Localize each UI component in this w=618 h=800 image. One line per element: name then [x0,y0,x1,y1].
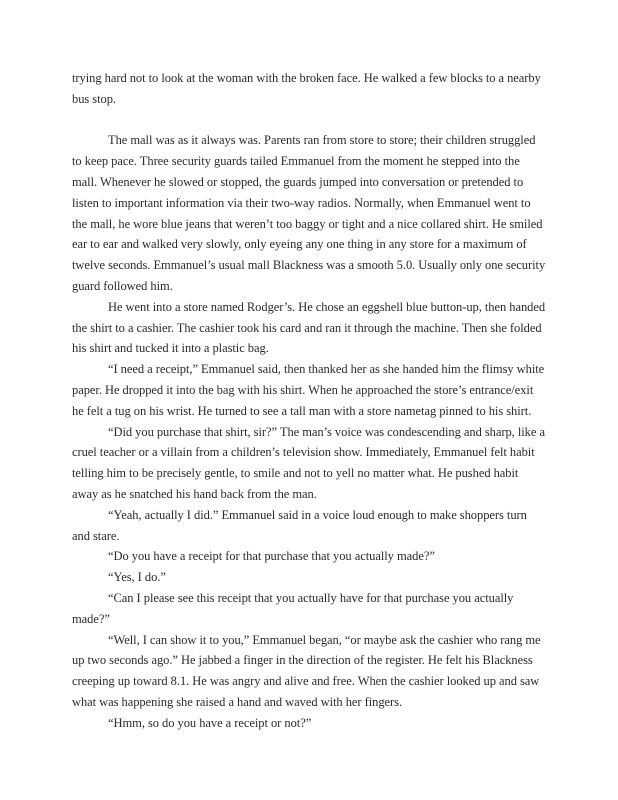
paragraph: He went into a store named Rodger’s. He chose an eggshell blue button-up, then handed the shirt to a cashier. The cashier took his card and ran it through the machine. Then she folded his shirt and tucked it into a plastic bag. [72,299,546,356]
paragraph: “Hmm, so do you have a receipt or not?” [108,715,312,730]
paragraph: “I need a receipt,” Emmanuel said, then thanked her as she handed him the flimsy white paper. He dropped it into the bag with his shirt. When he approached the store’s entrance/exit he felt a tug on his wrist. He turned to see a tall man with a store nametag pinned to his shirt. [72,362,545,418]
paragraph: “Yeah, actually I did.” Emmanuel said in a voice loud enough to make shoppers turn and stare. [72,507,527,543]
paragraph: The mall was as it always was. Parents ran from store to store; their children struggled to keep pace. Three security guards tailed Emmanuel from the moment he stepped into the mall. Whenever he slowed or stopped, the guards jumped into conversation or pretended to listen to important information via their two-way radios. Normally, when Emmanuel went to the mall, he wore blue jeans that weren’t too baggy or tight and a nice collared shirt. He smiled ear to ear and walked very slowly, only eyeing any one thing in any store for a maximum of twelve seconds. Emmanuel’s usual mall Blackness was a smooth 5.0. Usually only one security guard followed him. [72,133,546,293]
paragraph: “Well, I can show it to you,” Emmanuel began, “or maybe ask the cashier who rang me up two seconds ago.” He jabbed a finger in the direction of the register. He felt his Blackness creeping up toward 8.1. He was angry and alive and free. When the cashier looked up and saw what was happening she raised a hand and waved with her fingers. [72,632,541,709]
paragraph: “Did you purchase that shirt, sir?” The man’s voice was condescending and sharp, like a cruel teacher or a villain from a children’s television show. Immediately, Emmanuel felt habit telling him to be precisely gentle, to smile and not to yell no matter what. He pushed habit away as he snatched his hand back from the man. [72,424,545,501]
paragraph: “Do you have a receipt for that purchase that you actually made?” [108,549,435,564]
paragraph: trying hard not to look at the woman with the broken face. He walked a few blocks to a nearby bus stop. [72,71,541,106]
body-text [72,68,546,734]
paragraph: “Yes, I do.” [108,570,166,585]
paragraph: “Can I please see this receipt that you actually have for that purchase you actually made?” [72,590,514,626]
